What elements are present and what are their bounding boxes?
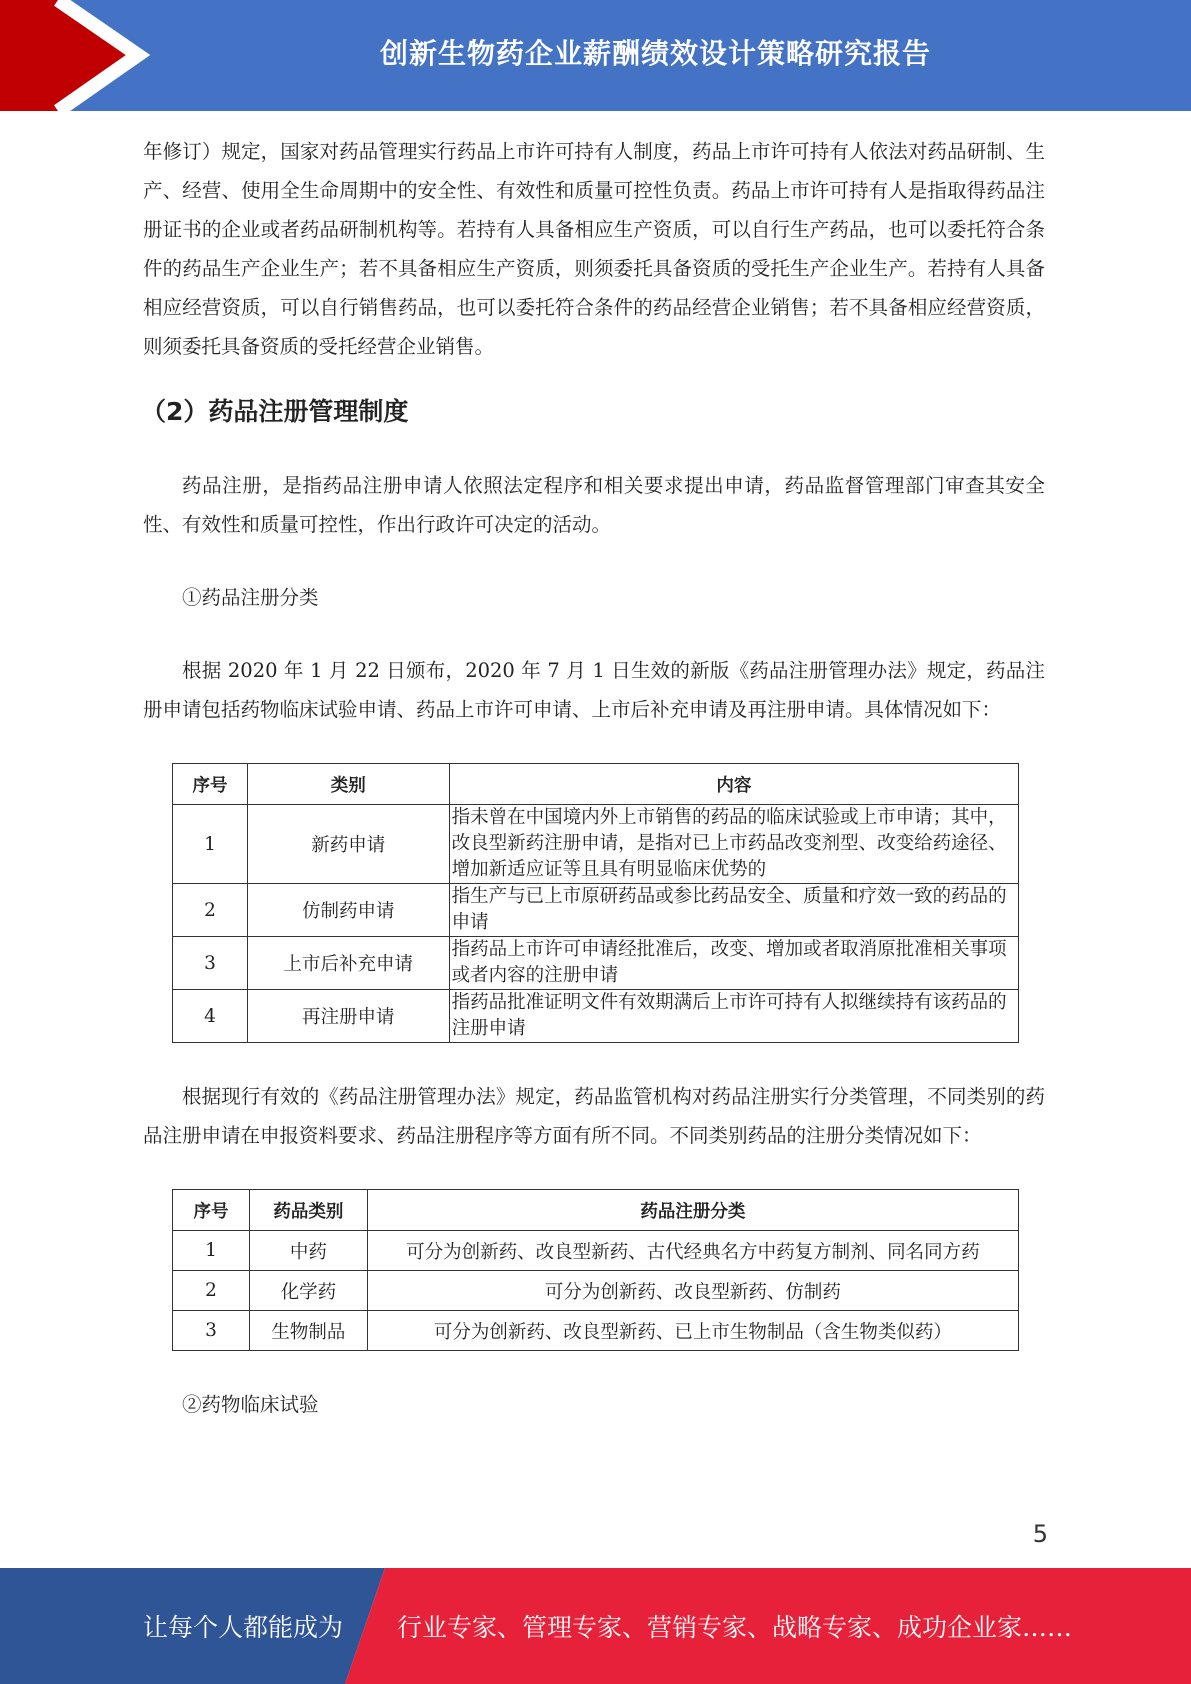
- row-number: 3: [173, 1311, 250, 1351]
- row-category: 仿制药申请: [247, 884, 449, 937]
- row-number: 1: [173, 1231, 250, 1271]
- table-row: [173, 884, 1019, 937]
- page-number: 5: [1032, 1520, 1048, 1548]
- definition-paragraph: 药品注册，是指药品注册申请人依照法定程序和相关要求提出申请，药品监督管理部门审查其安全性、有效性和质量可控性，作出行政许可决定的活动。: [143, 474, 1045, 536]
- section-heading: （2）药品注册管理制度: [141, 397, 409, 426]
- registration-application-table: [172, 763, 1019, 1043]
- row-content: 指生产与已上市原研药品或参比药品安全、质量和疗效一致的药品的申请: [449, 884, 1018, 937]
- row-content: 指药品批准证明文件有效期满后上市许可持有人拟继续持有该药品的注册申请: [449, 990, 1018, 1043]
- table-row: [173, 1271, 1019, 1311]
- row-category: 生物制品: [249, 1311, 367, 1351]
- table-row: [173, 1311, 1019, 1351]
- table-header-cell: 药品注册分类: [367, 1190, 1018, 1231]
- page-header: [0, 0, 1191, 111]
- row-category: 中药: [249, 1231, 367, 1271]
- paragraph-before-table1: 根据 2020 年 1 月 22 日颁布，2020 年 7 月 1 日生效的新版《药品注册管理办法》规定，药品注册申请包括药物临床试验申请、药品上市许可申请、上市后补充申请及再注册申请。具体情况如下：: [143, 659, 1045, 721]
- row-classification: 可分为创新药、改良型新药、仿制药: [367, 1271, 1018, 1311]
- row-classification: 可分为创新药、改良型新药、古代经典名方中药复方制剂、同名同方药: [367, 1231, 1018, 1271]
- row-category: 新药申请: [247, 805, 449, 884]
- page-footer: [0, 1568, 1191, 1684]
- sub-heading-clinical-trials: ②药物临床试验: [182, 1393, 319, 1416]
- table-header-cell: 类别: [247, 764, 449, 805]
- table-header-cell: 内容: [449, 764, 1018, 805]
- footer-slogan-right: 行业专家、管理专家、营销专家、战略专家、成功企业家……: [397, 1613, 1073, 1642]
- row-category: 化学药: [249, 1271, 367, 1311]
- row-number: 2: [173, 884, 248, 937]
- drug-registration-classification-table: [172, 1189, 1019, 1351]
- table-header-cell: 序号: [173, 764, 248, 805]
- footer-slogan-left: 让每个人都能成为: [143, 1613, 344, 1642]
- row-classification: 可分为创新药、改良型新药、已上市生物制品（含生物类似药）: [367, 1311, 1018, 1351]
- table-header-row: [173, 764, 1019, 805]
- paragraph-before-table2: 根据现行有效的《药品注册管理办法》规定，药品监管机构对药品注册实行分类管理，不同类别的药品注册申请在申报资料要求、药品注册程序等方面有所不同。不同类别药品的注册分类情况如下：: [143, 1085, 1045, 1147]
- sub-heading-registration-categories: ①药品注册分类: [182, 586, 319, 609]
- row-number: 3: [173, 937, 248, 990]
- table-header-cell: 序号: [173, 1190, 250, 1231]
- intro-paragraph: 年修订）规定，国家对药品管理实行药品上市许可持有人制度，药品上市许可持有人依法对药品研制、生产、经营、使用全生命周期中的安全性、有效性和质量可控性负责。药品上市许可持有人是指取得药品注册证书的企业或者药品研制机构等。若持有人具备相应生产资质，可以自行生产药品，也可以委托符合条件的药品生产企业生产；若不具备相应生产资质，则须委托具备资质的受托生产企业生产。若持有人具备相应经营资质，可以自行销售药品，也可以委托符合条件的药品经营企业销售；若不具备相应经营资质，则须委托具备资质的受托经营企业销售。: [143, 140, 1045, 358]
- row-category: 再注册申请: [247, 990, 449, 1043]
- row-content: 指未曾在中国境内外上市销售的药品的临床试验或上市申请；其中，改良型新药注册申请，是指对已上市药品改变剂型、改变给药途径、增加新适应证等且具有明显临床优势的: [449, 805, 1018, 884]
- row-content: 指药品上市许可申请经批准后，改变、增加或者取消原批准相关事项或者内容的注册申请: [449, 937, 1018, 990]
- table-header-row: [173, 1190, 1019, 1231]
- table-row: [173, 937, 1019, 990]
- row-category: 上市后补充申请: [247, 937, 449, 990]
- page-content: [143, 132, 1045, 1424]
- row-number: 2: [173, 1271, 250, 1311]
- row-number: 1: [173, 805, 248, 884]
- row-number: 4: [173, 990, 248, 1043]
- table-row: [173, 805, 1019, 884]
- table-header-cell: 药品类别: [249, 1190, 367, 1231]
- report-title: 创新生物药企业薪酬绩效设计策略研究报告: [379, 37, 931, 70]
- table-row: [173, 1231, 1019, 1271]
- table-row: [173, 990, 1019, 1043]
